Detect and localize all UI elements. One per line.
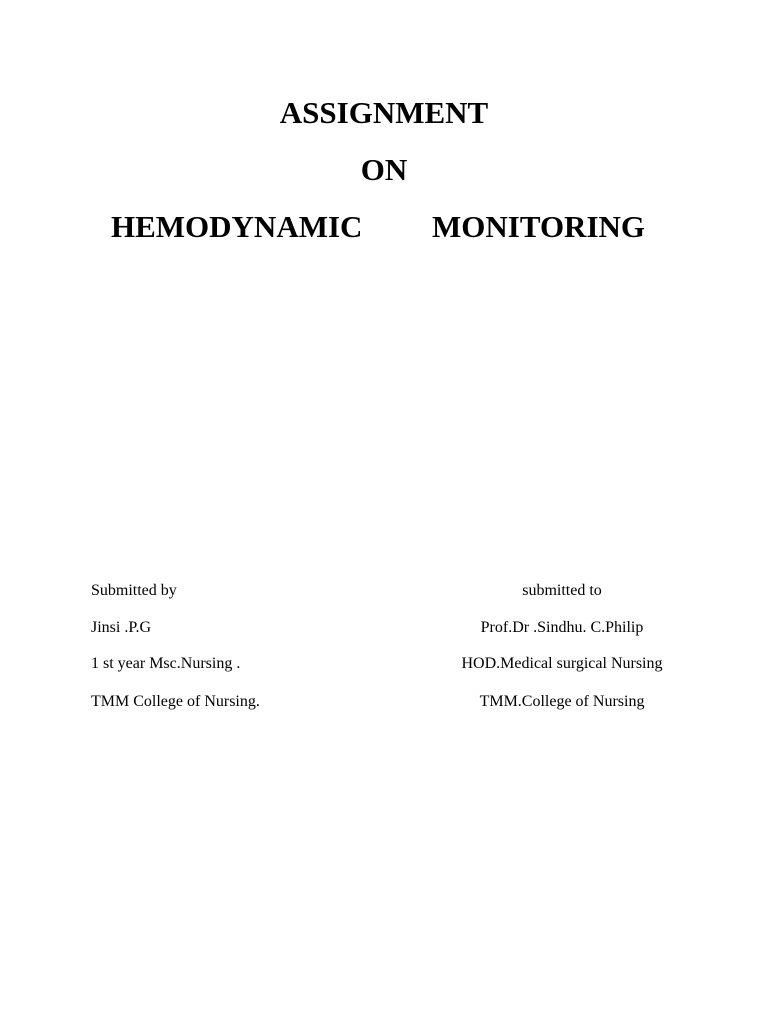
- submitted-by-label: Submitted by: [91, 582, 177, 599]
- title-topic-word2: MONITORING: [432, 209, 646, 244]
- title-assignment: ASSIGNMENT: [279, 95, 489, 130]
- submitted-to-label: submitted to: [522, 582, 602, 599]
- recipient-designation: HOD.Medical surgical Nursing: [461, 655, 663, 672]
- recipient-name: Prof.Dr .Sindhu. C.Philip: [480, 619, 644, 636]
- submitter-name: Jinsi .P.G: [91, 619, 152, 636]
- recipient-institution: TMM.College of Nursing: [479, 693, 645, 710]
- title-topic-word1: HEMODYNAMIC: [111, 209, 363, 244]
- submitter-institution: TMM College of Nursing.: [91, 693, 260, 710]
- submitter-course: 1 st year Msc.Nursing .: [91, 655, 241, 672]
- title-on: ON: [360, 152, 408, 187]
